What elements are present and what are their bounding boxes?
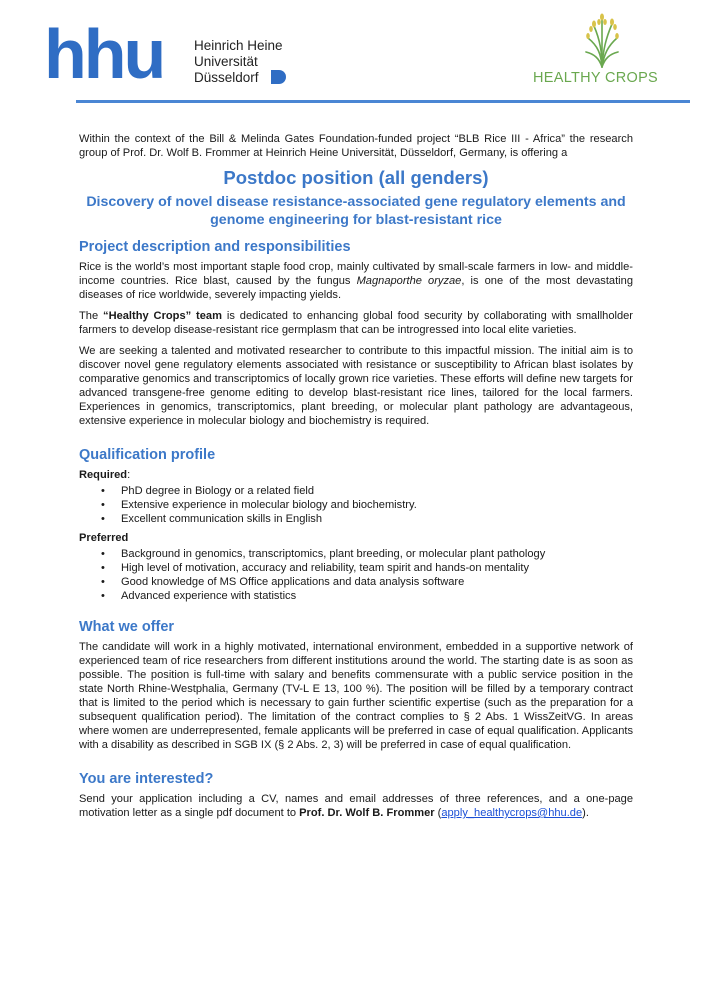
- interested-heading: You are interested?: [79, 771, 214, 787]
- fungus-name: Magnaporthe oryzae: [356, 275, 462, 287]
- required-label: Required:: [79, 469, 131, 481]
- list-item: • Extensive experience in molecular biology and biochemistry.: [79, 498, 633, 512]
- hhu-logo-mark-icon: [271, 70, 289, 84]
- offer-paragraph: The candidate will work in a highly motivated, international environment, embedded in a supportive network of experienced team of rice researchers from different institutions around the world. The starting date is as soon as possible. The position is full-time with salary and benefits commensurate with a public service position in the state North Rhine-Westphalia, Germany (TV-L E 13, 100 %). The position will be filled by a temporary contract that is limited to the period which is necessary to gain further scientific expertise (such as the preparation for a subsequent qualification period). The limitation of the contract complies to § 2 Abs. 1 WissZeitVG. In areas where women are underrepresented, female applicants will be preferred in case of equal qualification. Applicants with a disability as described in SGB IX (§ 2 Abs. 2, 3) will be preferred in case of equal qualification.: [79, 641, 633, 751]
- offer-heading: What we offer: [79, 619, 175, 635]
- preferred-list: [79, 547, 633, 603]
- page-header: [0, 0, 709, 104]
- position-title: Postdoc position (all genders): [223, 167, 489, 188]
- required-list: [79, 484, 633, 526]
- project-paragraph-3: We are seeking a talented and motivated researcher to contribute to this impactful mission. The initial aim is to discover novel gene regulatory elements associated with resistance or susceptibility to African blast isolates by comparative genomics and transcriptomics of locally grown rice varieties. These efforts will define new targets for advanced transgene-free genome editing to develop blast-resistant rice lines, tailored for the local farmers. Experiences in genomics, transcriptomics, plant breeding, or molecular plant pathology are advantageous, extensive experience in molecular biology and biochemistry is required.: [79, 345, 633, 427]
- hhu-logo-letters: hhu: [44, 15, 164, 93]
- project-heading: Project description and responsibilities: [79, 239, 351, 255]
- list-item: • Advanced experience with statistics: [79, 589, 633, 603]
- qualification-heading: Qualification profile: [79, 447, 216, 463]
- list-item: • PhD degree in Biology or a related field: [79, 484, 633, 498]
- project-paragraph-2: The “Healthy Crops” team is dedicated to enhancing global food security by collaborating with smallholder farmers to develop disease-resistant rice germplasm that can be introgressed into local elite varieties.: [79, 310, 633, 336]
- list-item: • High level of motivation, accuracy and reliability, team spirit and hands-on mentality: [79, 561, 633, 575]
- list-item: • Good knowledge of MS Office applications and data analysis software: [79, 575, 633, 589]
- interested-section: [79, 770, 633, 820]
- qualification-section: [79, 446, 633, 603]
- job-posting: [79, 132, 633, 827]
- healthy-crops-logo: [530, 12, 680, 92]
- preferred-label: Preferred: [79, 532, 129, 544]
- position-subtitle: Discovery of novel disease resistance-associated gene regulatory elements and genome engineering for blast-resistant rice: [86, 194, 626, 228]
- project-section: [79, 238, 633, 428]
- project-paragraph-1: Rice is the world’s most important staple food crop, mainly cultivated by small-scale farmers in low- and middle-income countries. Rice blast, caused by the fungus Magnaporthe oryzae, is one of the most devastating diseases of rice worldwide, severely impacting yields.: [79, 261, 633, 301]
- hhu-university-name: Heinrich Heine Universität Düsseldorf: [194, 38, 283, 85]
- offer-section: [79, 618, 633, 752]
- list-item: • Background in genomics, transcriptomics, plant breeding, or molecular plant pathology: [79, 547, 633, 561]
- rice-plant-icon: [582, 12, 622, 68]
- contact-name: Prof. Dr. Wolf B. Frommer: [299, 807, 435, 819]
- interested-paragraph: Send your application including a CV, names and email addresses of three references, and a one-page motivation letter as a single pdf document to Prof. Dr. Wolf B. Frommer (apply_healthycrops@hhu.de).: [79, 793, 633, 819]
- intro-paragraph: Within the context of the Bill & Melinda Gates Foundation-funded project “BLB Rice III - Africa” the research group of Prof. Dr. Wolf B. Frommer at Heinrich Heine Universität, Düsseldorf, Germany, is offering a: [79, 133, 633, 159]
- team-name: “Healthy Crops” team: [103, 310, 222, 322]
- email-link[interactable]: apply_healthycrops@hhu.de: [441, 807, 583, 819]
- list-item: • Excellent communication skills in English: [79, 512, 633, 526]
- header-divider: [76, 100, 690, 103]
- healthy-crops-logo-text: HEALTHY CROPS: [533, 70, 659, 86]
